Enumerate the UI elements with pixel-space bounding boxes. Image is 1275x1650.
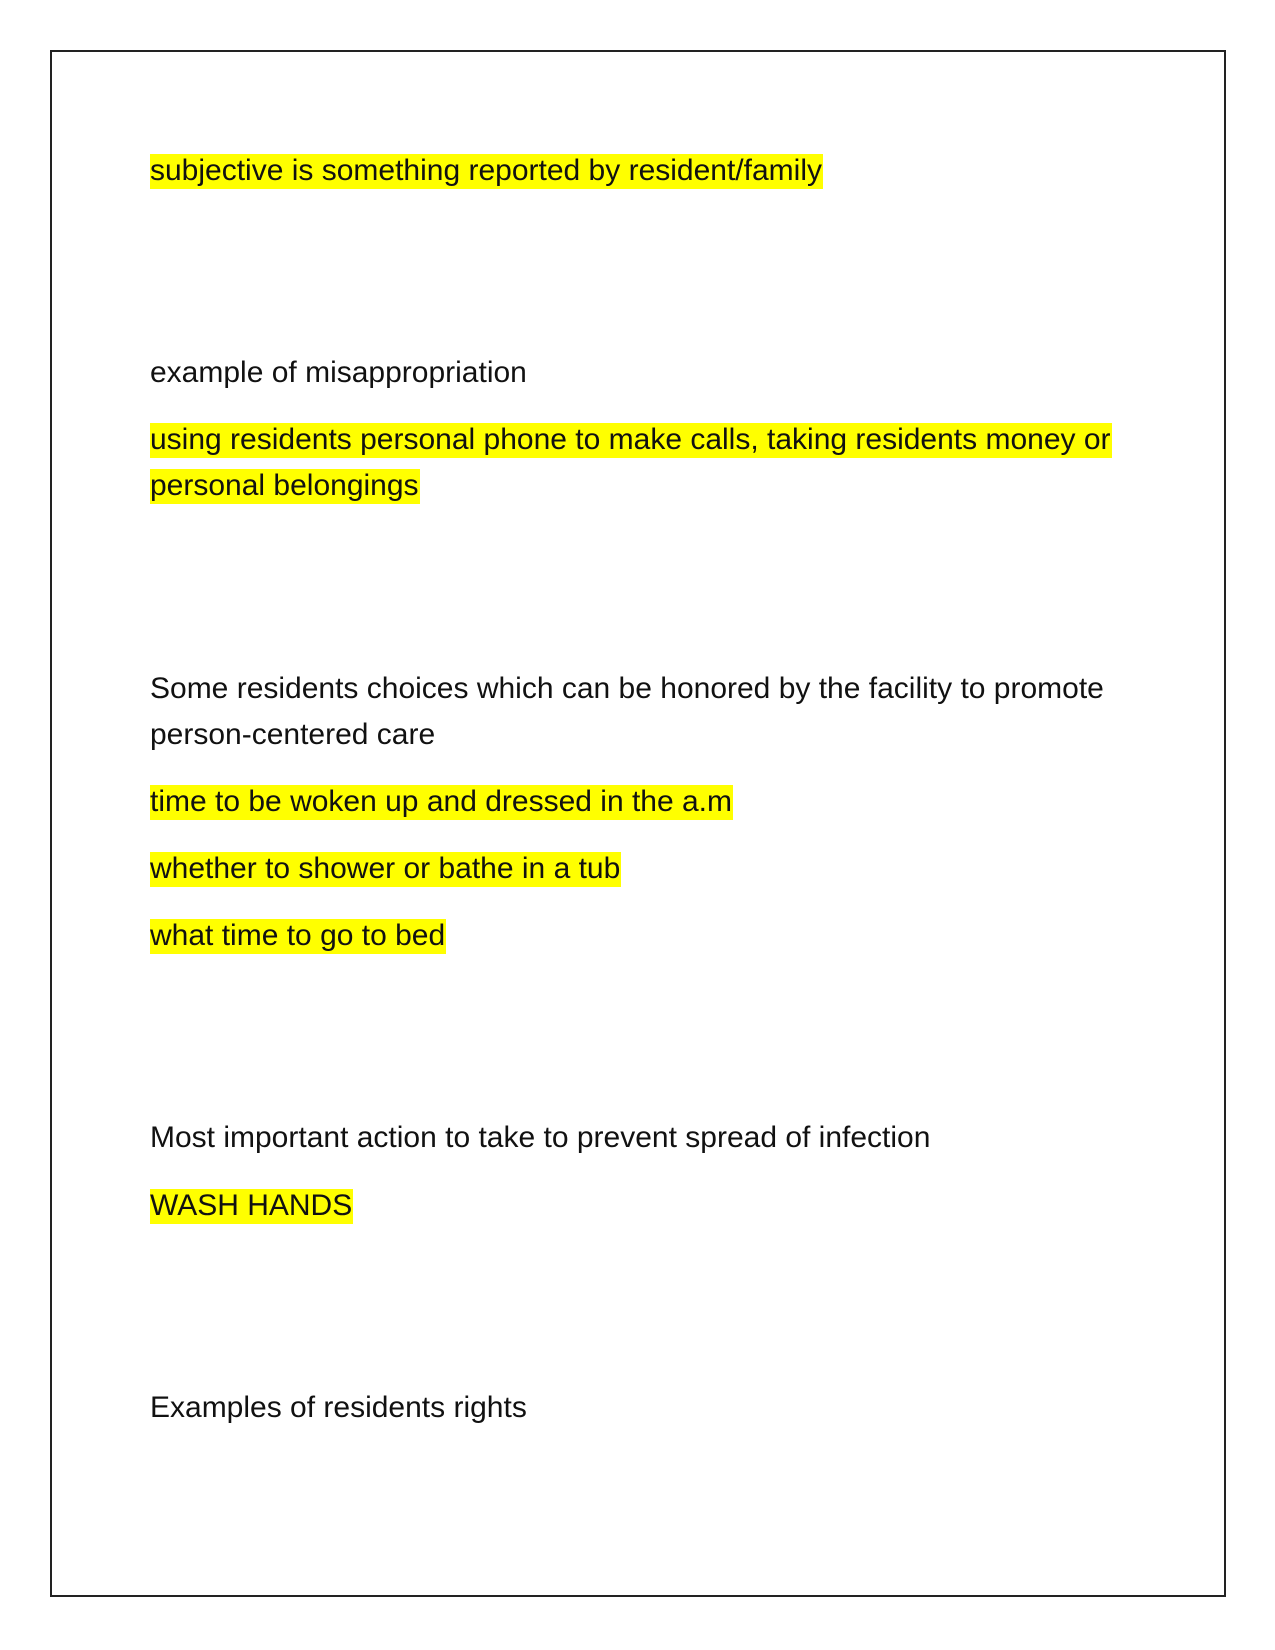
choices-question-line-1 — [150, 666, 1104, 712]
misappropriation-answer-line-1 — [150, 417, 1112, 463]
highlighted-text: whether to shower or bathe in a tub — [150, 852, 621, 885]
choice-answer-wake-time — [150, 779, 733, 825]
misappropriation-question — [150, 350, 527, 396]
highlighted-text: subjective is something reported by resident/family — [150, 154, 822, 187]
question-text: person-centered care — [150, 718, 436, 751]
question-text: Some residents choices which can be honored by the facility to promote — [150, 672, 1104, 705]
highlighted-text: time to be woken up and dressed in the a.m — [150, 785, 733, 818]
question-text: example of misappropriation — [150, 356, 527, 389]
highlighted-text: WASH HANDS — [150, 1189, 353, 1222]
question-text: Most important action to take to prevent spread of infection — [150, 1121, 931, 1154]
question-text: Examples of residents rights — [150, 1391, 527, 1424]
choices-question-line-2 — [150, 712, 435, 758]
infection-answer — [150, 1183, 353, 1229]
highlighted-text: using residents personal phone to make calls, taking residents money or — [150, 423, 1111, 456]
residents-rights-question — [150, 1385, 527, 1431]
subjective-definition — [150, 148, 823, 194]
highlighted-text: personal belongings — [150, 469, 419, 502]
choice-answer-shower-bath — [150, 846, 621, 892]
highlighted-text: what time to go to bed — [150, 919, 446, 952]
misappropriation-answer-line-2 — [150, 463, 420, 509]
infection-question — [150, 1115, 930, 1161]
choice-answer-bedtime — [150, 913, 446, 959]
